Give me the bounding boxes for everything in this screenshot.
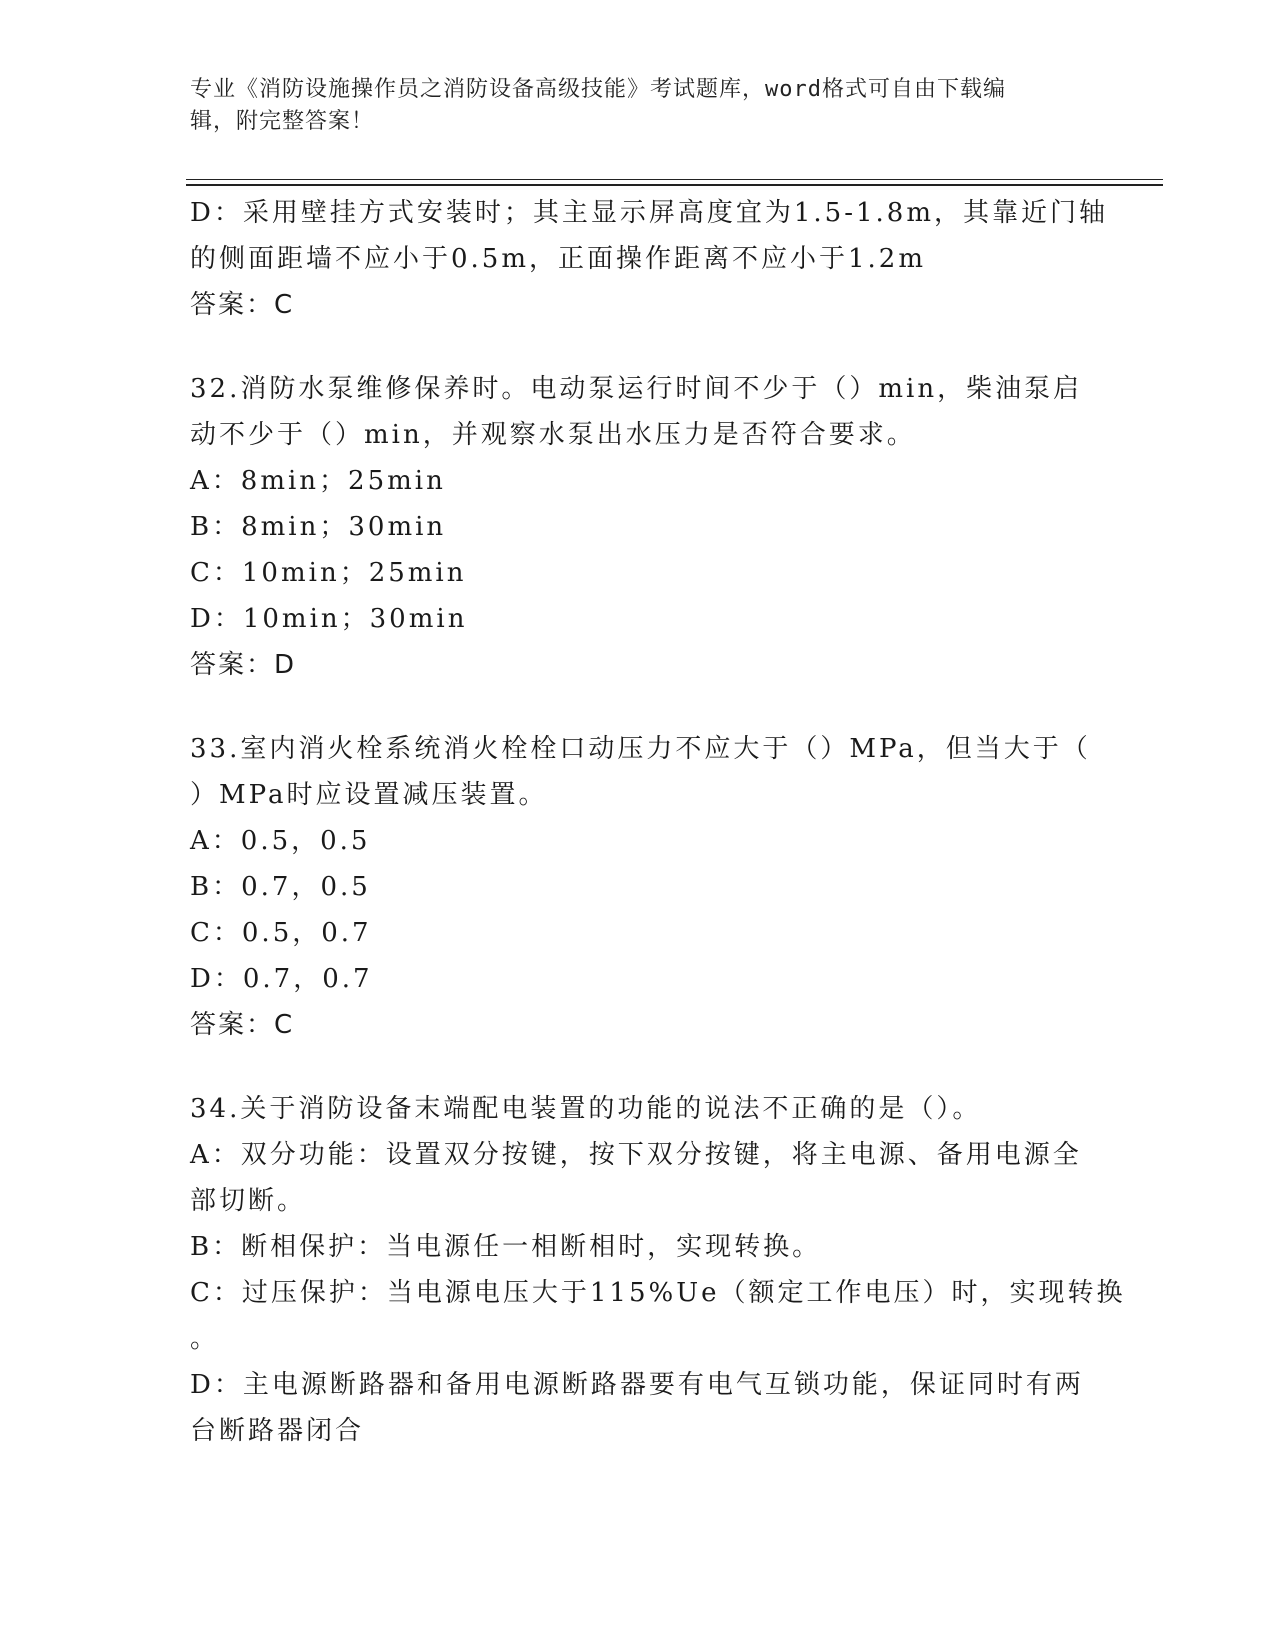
question-stem: 33.室内消火栓系统消火栓栓口动压力不应大于（）MPa，但当大于（ bbox=[190, 734, 1091, 764]
question-34 bbox=[190, 1086, 1126, 1454]
option-c-continued: 。 bbox=[190, 1324, 220, 1354]
answer: 答案：C bbox=[190, 1010, 295, 1040]
option-d-continued: 台断路器闭合 bbox=[190, 1416, 365, 1446]
answer: 答案：C bbox=[190, 290, 295, 320]
question-33 bbox=[190, 726, 1090, 1048]
page-header bbox=[190, 74, 1090, 138]
question-32 bbox=[190, 366, 1090, 688]
header-line: 专业《消防设施操作员之消防设备高级技能》考试题库，word格式可自由下载编 bbox=[190, 77, 1006, 102]
option-a: A：8min；25min bbox=[190, 466, 446, 496]
question-stem: 动不少于（）min，并观察水泵出水压力是否符合要求。 bbox=[190, 420, 916, 450]
question-list bbox=[190, 190, 1126, 1454]
option-d: D：10min；30min bbox=[190, 604, 468, 634]
option-d: D：采用壁挂方式安装时；其主显示屏高度宜为1.5-1.8m，其靠近门轴 bbox=[190, 198, 1108, 228]
option-b: B：8min；30min bbox=[190, 512, 447, 542]
answer: 答案：D bbox=[190, 650, 297, 680]
option-d-continued: 的侧面距墙不应小于0.5m，正面操作距离不应小于1.2m bbox=[190, 244, 927, 274]
option-c: C：0.5，0.7 bbox=[190, 918, 372, 948]
option-b: B：0.7，0.5 bbox=[190, 872, 371, 902]
header-divider bbox=[186, 179, 1163, 180]
option-c: C：过压保护：当电源电压大于115%Ue（额定工作电压）时，实现转换 bbox=[190, 1278, 1126, 1308]
option-d: D：0.7，0.7 bbox=[190, 964, 373, 994]
option-a: A：0.5，0.5 bbox=[190, 826, 371, 856]
header-divider bbox=[186, 184, 1163, 186]
option-a-continued: 部切断。 bbox=[190, 1186, 307, 1216]
question-stem: ）MPa时应设置减压装置。 bbox=[190, 780, 548, 810]
question-31-tail bbox=[190, 190, 1108, 328]
question-stem: 34.关于消防设备末端配电装置的功能的说法不正确的是（）。 bbox=[190, 1094, 982, 1124]
header-line: 辑，附完整答案！ bbox=[190, 109, 375, 134]
question-stem: 32.消防水泵维修保养时。电动泵运行时间不少于（）min，柴油泵启 bbox=[190, 374, 1083, 404]
option-b: B：断相保护：当电源任一相断相时，实现转换。 bbox=[190, 1232, 822, 1262]
option-a: A：双分功能：设置双分按键，按下双分按键，将主电源、备用电源全 bbox=[190, 1140, 1082, 1170]
option-d: D：主电源断路器和备用电源断路器要有电气互锁功能，保证同时有两 bbox=[190, 1370, 1084, 1400]
option-c: C：10min；25min bbox=[190, 558, 467, 588]
